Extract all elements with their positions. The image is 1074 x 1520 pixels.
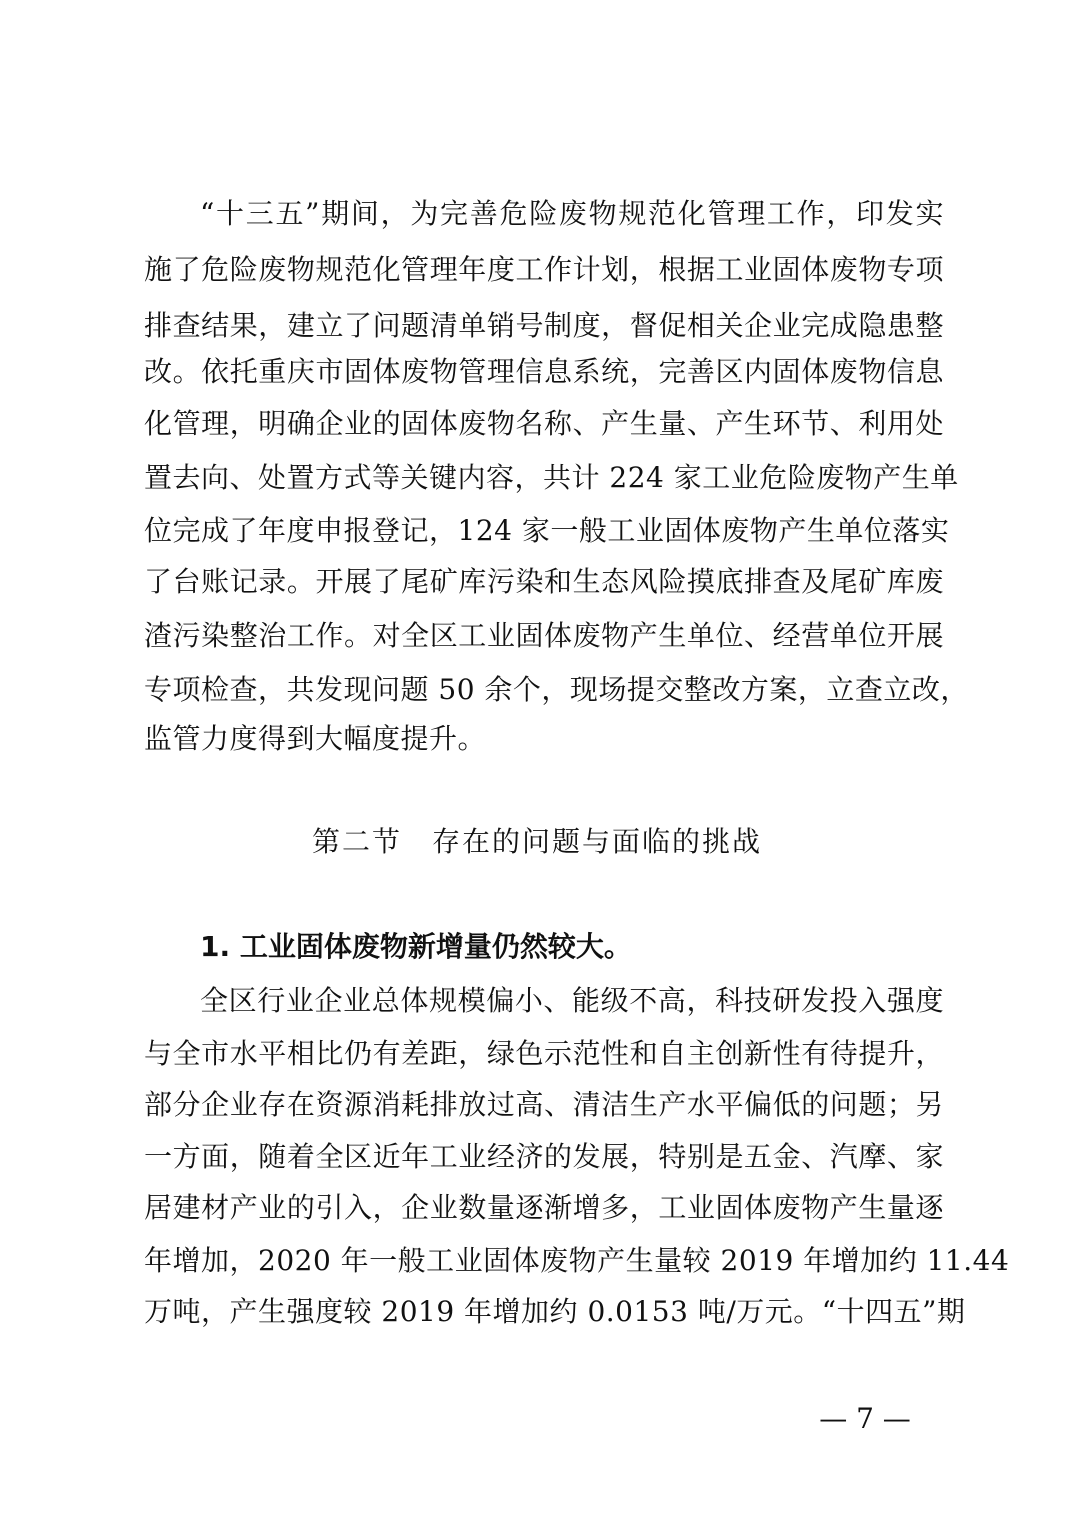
paragraph-line: 全区行业企业总体规模偏小、能级不高，科技研发投入强度 [200, 984, 944, 1017]
paragraph-line: 渣污染整治工作。对全区工业固体废物产生单位、经营单位开展 [144, 619, 944, 652]
paragraph-line: 排查结果，建立了问题清单销号制度，督促相关企业完成隐患整 [144, 309, 944, 342]
paragraph-line: 了台账记录。开展了尾矿库污染和生态风险摸底排查及尾矿库废 [144, 565, 944, 598]
paragraph-line: “十三五”期间，为完善危险废物规范化管理工作，印发实 [200, 197, 944, 230]
paragraph-line: 万吨，产生强度较 2019 年增加约 0.0153 吨/万元。“十四五”期 [144, 1295, 966, 1328]
paragraph-line: 监管力度得到大幅度提升。 [144, 722, 487, 755]
paragraph-line: 部分企业存在资源消耗排放过高、清洁生产水平偏低的问题；另 [144, 1088, 944, 1121]
page-number: — 7 — [819, 1402, 911, 1435]
paragraph-line: 与全市水平相比仍有差距，绿色示范性和自主创新性有待提升， [144, 1037, 944, 1070]
paragraph-line: 改。依托重庆市固体废物管理信息系统，完善区内固体废物信息 [144, 355, 944, 388]
paragraph-line: 一方面，随着全区近年工业经济的发展，特别是五金、汽摩、家 [144, 1140, 944, 1173]
paragraph-line: 施了危险废物规范化管理年度工作计划，根据工业固体废物专项 [144, 253, 944, 286]
paragraph-line: 年增加，2020 年一般工业固体废物产生量较 2019 年增加约 11.44 [144, 1244, 1010, 1277]
paragraph-line: 位完成了年度申报登记，124 家一般工业固体废物产生单位落实 [144, 514, 950, 547]
paragraph-line: 居建材产业的引入，企业数量逐渐增多，工业固体废物产生量逐 [144, 1191, 944, 1224]
paragraph-line: 专项检查，共发现问题 50 余个，现场提交整改方案，立查立改， [144, 673, 969, 706]
subheading: 1. 工业固体废物新增量仍然较大。 [200, 930, 632, 963]
paragraph-line: 置去向、处置方式等关键内容，共计 224 家工业危险废物产生单 [144, 461, 959, 494]
section-title: 第二节 存在的问题与面临的挑战 [311, 825, 762, 858]
paragraph-line: 化管理，明确企业的固体废物名称、产生量、产生环节、利用处 [144, 407, 944, 440]
